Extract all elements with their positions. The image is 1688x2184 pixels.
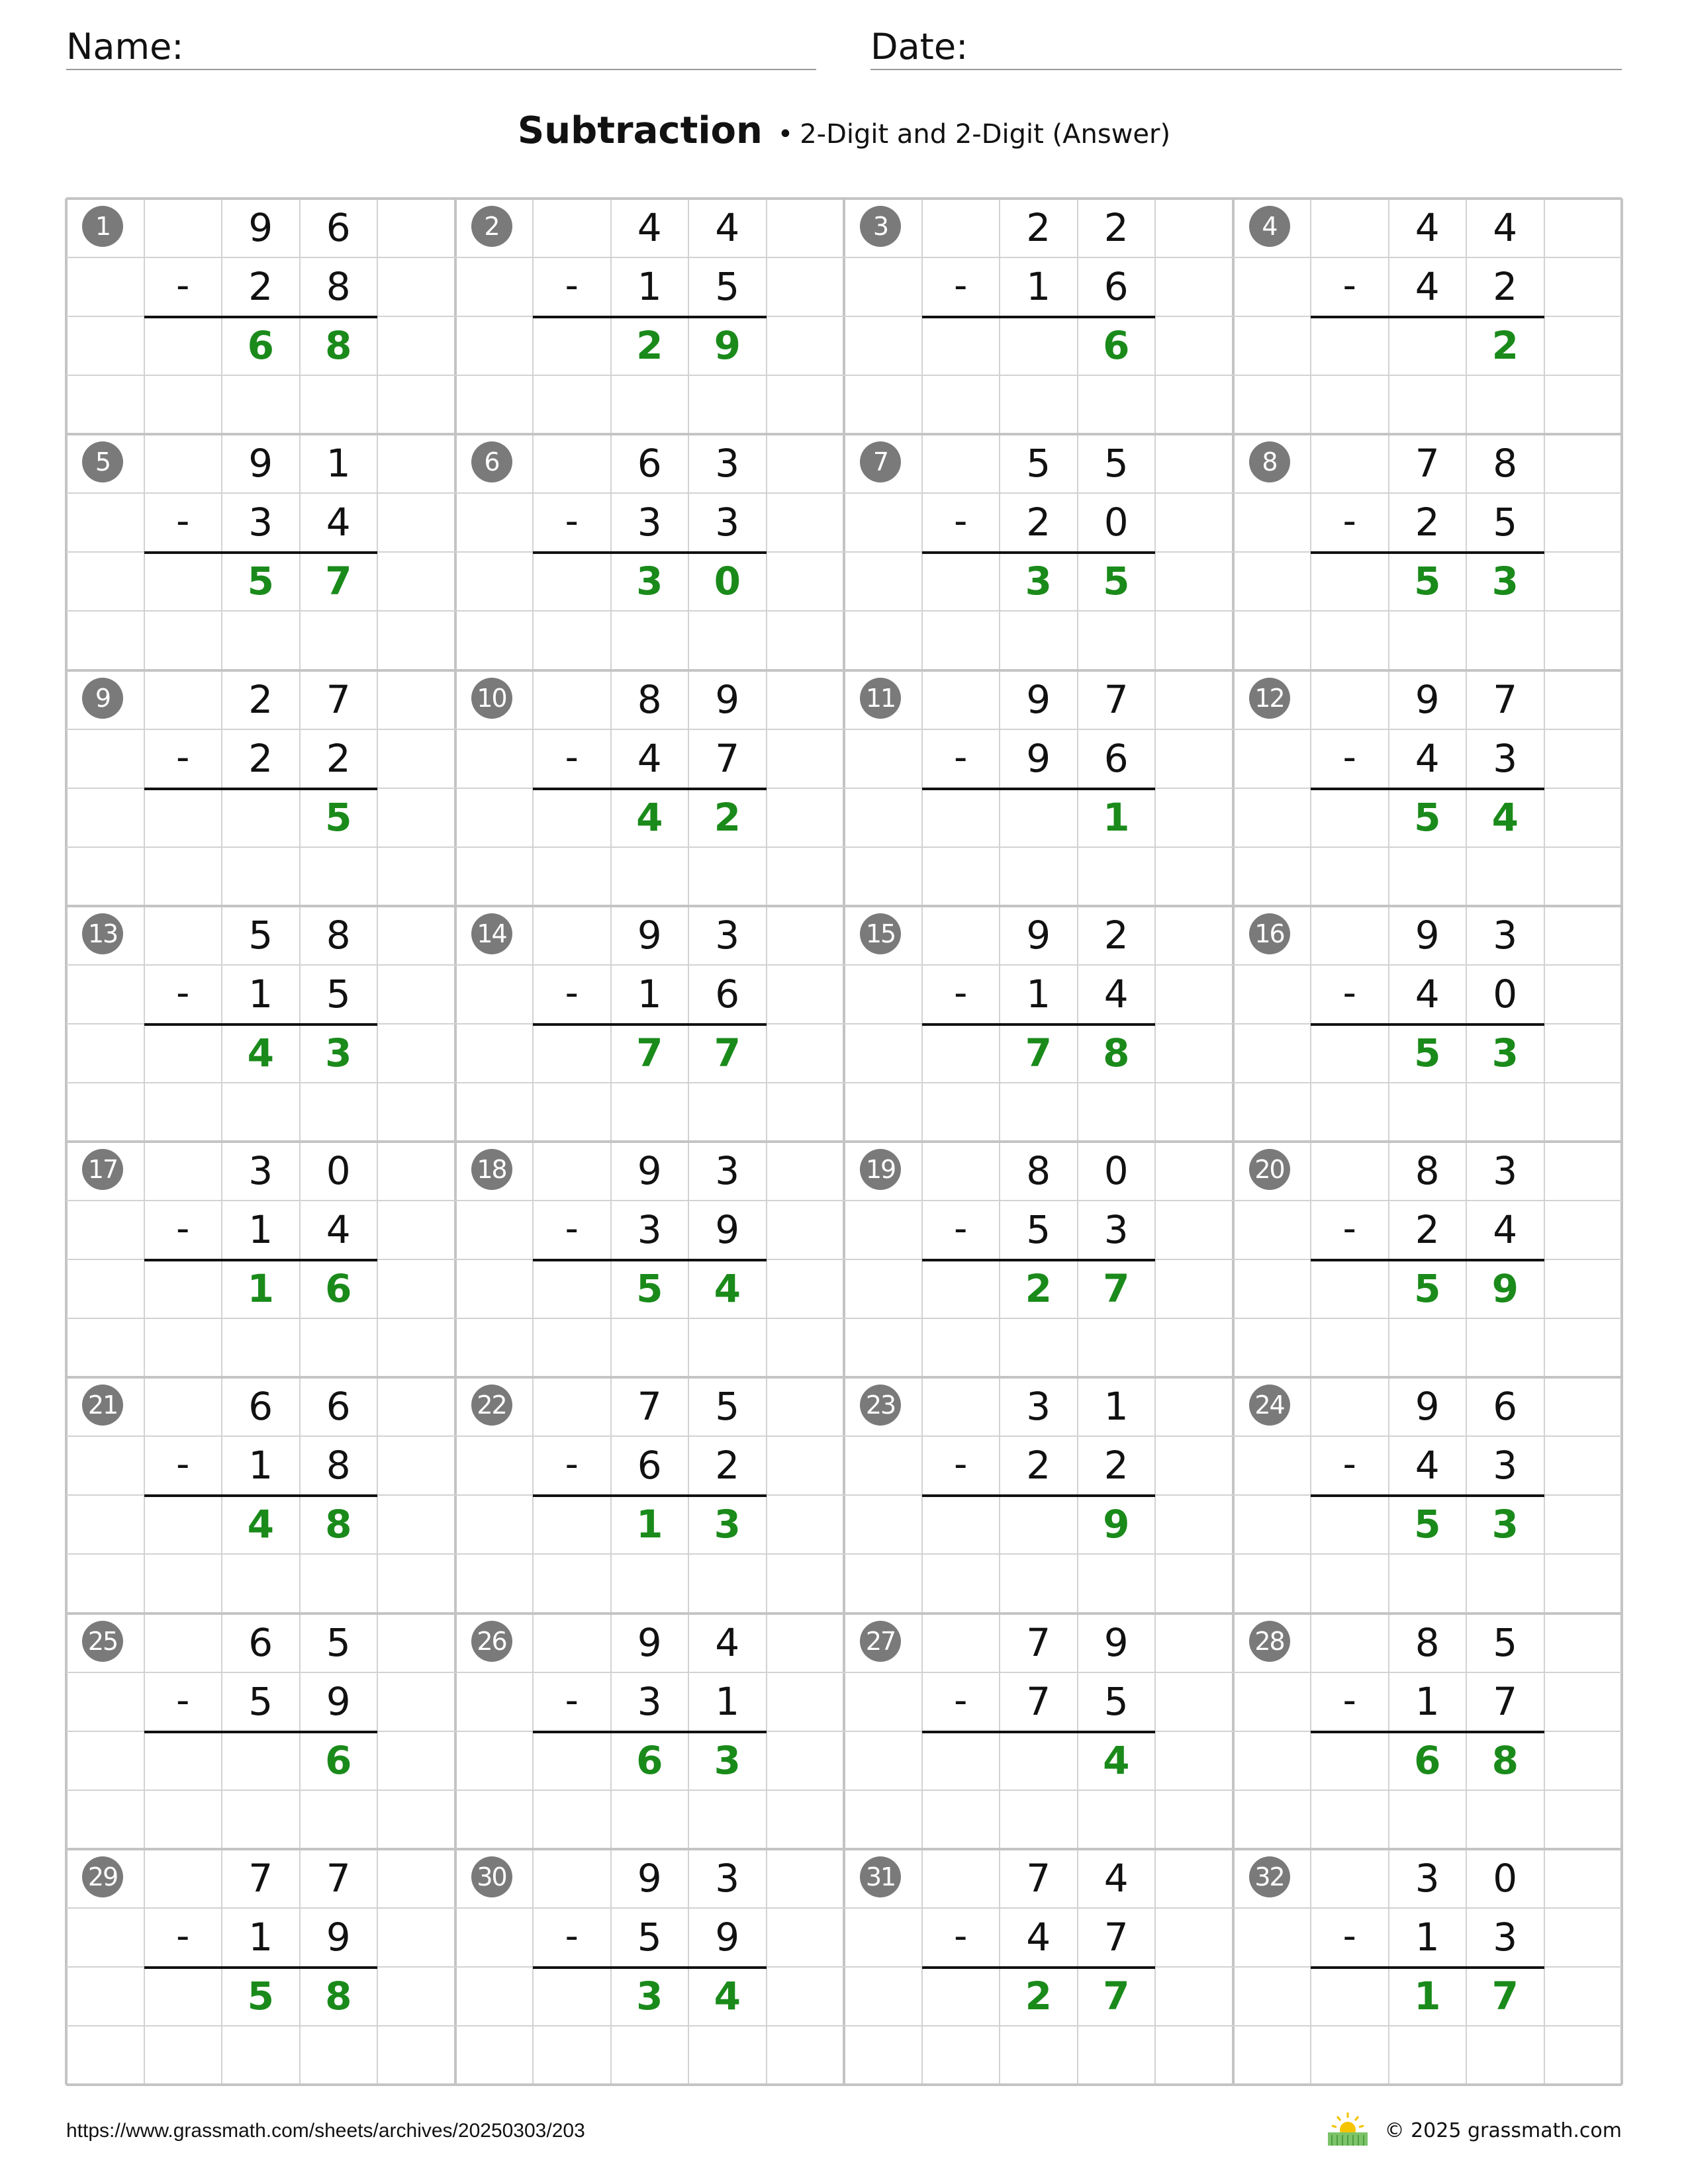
minuend-digit: 3 (248, 1148, 273, 1193)
minus-sign: - (1342, 1914, 1356, 1958)
subtraction-problem (844, 199, 1233, 434)
minuend-digit: 6 (248, 1619, 273, 1665)
answer-digit: 3 (1025, 559, 1052, 604)
subtrahend-digit: 2 (715, 1443, 740, 1488)
subtrahend-digit: 1 (248, 1443, 273, 1488)
minus-sign: - (954, 1678, 968, 1722)
answer-digit: 5 (247, 559, 274, 604)
subtraction-problem (844, 1377, 1233, 1613)
subtrahend-digit: 1 (637, 264, 662, 310)
minuend-digit: 7 (1103, 676, 1129, 722)
problem-number-badge: 27 (860, 1621, 901, 1662)
minuend-digit: 7 (1415, 441, 1440, 486)
subtraction-problem (455, 1377, 845, 1613)
problem-number-badge: 9 (82, 678, 123, 719)
answer-digit: 4 (636, 794, 663, 840)
minus-sign: - (954, 500, 968, 543)
problem-grid (66, 199, 1622, 2085)
subtrahend-digit: 4 (1415, 1443, 1440, 1488)
answer-digit: 8 (325, 323, 352, 369)
subtrahend-digit: 2 (1415, 500, 1440, 545)
problem-number-badge: 1 (82, 206, 123, 247)
subtrahend-digit: 0 (1103, 500, 1129, 545)
subtrahend-digit: 4 (637, 735, 662, 781)
answer-digit: 7 (1025, 1030, 1052, 1075)
subtraction-problem (1233, 1377, 1622, 1613)
answer-digit: 9 (1491, 1266, 1519, 1312)
subtrahend-digit: 1 (1415, 1914, 1440, 1960)
problem-number-badge: 6 (471, 441, 512, 482)
minus-sign: - (176, 1443, 190, 1486)
minuend-digit: 3 (1415, 1855, 1440, 1901)
subtraction-problem (1233, 670, 1622, 906)
minuend-digit: 8 (1493, 441, 1518, 486)
subtrahend-digit: 9 (1026, 735, 1051, 781)
answer-digit: 8 (325, 1502, 352, 1547)
minuend-digit: 9 (248, 205, 273, 250)
subtrahend-digit: 1 (1415, 1678, 1440, 1724)
minuend-digit: 2 (248, 676, 273, 722)
subtraction-problem (455, 434, 845, 670)
problem-number-badge: 24 (1249, 1385, 1290, 1426)
subtrahend-digit: 4 (1026, 1914, 1051, 1960)
minuend-digit: 9 (637, 1619, 662, 1665)
answer-digit: 8 (325, 1973, 352, 2019)
date-label: Date: (870, 26, 968, 68)
problem-number-badge: 25 (82, 1621, 123, 1662)
minus-sign: - (565, 500, 579, 543)
minuend-digit: 3 (1493, 912, 1518, 958)
name-label: Name: (66, 26, 184, 68)
title-separator: • (777, 119, 794, 150)
answer-digit: 0 (714, 559, 741, 604)
answer-digit: 5 (1414, 1502, 1441, 1547)
answer-digit: 7 (714, 1030, 741, 1075)
minuend-digit: 9 (1415, 676, 1440, 722)
problem-number-badge: 17 (82, 1149, 123, 1190)
answer-digit: 1 (1414, 1973, 1441, 2019)
minuend-digit: 8 (1026, 1148, 1051, 1193)
subtraction-problem (66, 1142, 455, 1377)
minuend-digit: 7 (326, 676, 351, 722)
subtrahend-digit: 9 (326, 1914, 351, 1960)
minuend-digit: 1 (326, 441, 351, 486)
minus-sign: - (1342, 500, 1356, 543)
answer-digit: 8 (1103, 1030, 1130, 1075)
minuend-digit: 5 (248, 912, 273, 958)
minus-sign: - (176, 264, 190, 308)
problem-number-badge: 8 (1249, 441, 1290, 482)
problem-number-badge: 31 (860, 1856, 901, 1897)
minuend-digit: 4 (637, 205, 662, 250)
subtraction-problem (66, 1849, 455, 2085)
minus-sign: - (176, 1207, 190, 1251)
subtrahend-digit: 2 (1026, 500, 1051, 545)
subtrahend-digit: 2 (326, 735, 351, 781)
minus-sign: - (1342, 735, 1356, 779)
minuend-digit: 4 (715, 205, 740, 250)
minuend-digit: 4 (1103, 1855, 1129, 1901)
answer-digit: 3 (1491, 1030, 1519, 1075)
problem-number-badge: 5 (82, 441, 123, 482)
subtrahend-digit: 8 (326, 264, 351, 310)
subtrahend-digit: 7 (1026, 1678, 1051, 1724)
minuend-digit: 3 (715, 1148, 740, 1193)
subtrahend-digit: 9 (326, 1678, 351, 1724)
answer-digit: 2 (714, 794, 741, 840)
subtrahend-digit: 4 (326, 1207, 351, 1253)
answer-digit: 6 (1414, 1737, 1441, 1783)
subtrahend-digit: 3 (248, 500, 273, 545)
answer-digit: 3 (714, 1737, 741, 1783)
answer-digit: 7 (325, 559, 352, 604)
answer-digit: 3 (714, 1502, 741, 1547)
subtraction-problem (455, 906, 845, 1142)
answer-digit: 2 (1025, 1973, 1052, 2019)
problem-number-badge: 11 (860, 678, 901, 719)
minuend-digit: 7 (1026, 1619, 1051, 1665)
answer-digit: 5 (1103, 559, 1130, 604)
problem-number-badge: 4 (1249, 206, 1290, 247)
problem-number-badge: 14 (471, 913, 512, 954)
answer-digit: 4 (714, 1266, 741, 1312)
subtrahend-digit: 6 (1103, 735, 1129, 781)
answer-digit: 7 (1491, 1973, 1519, 2019)
answer-digit: 5 (1414, 559, 1441, 604)
subtrahend-digit: 3 (1103, 1207, 1129, 1253)
minus-sign: - (1342, 264, 1356, 308)
subtrahend-digit: 3 (637, 500, 662, 545)
minuend-digit: 7 (637, 1384, 662, 1430)
minus-sign: - (954, 735, 968, 779)
minus-sign: - (954, 1443, 968, 1486)
minuend-digit: 5 (1493, 1619, 1518, 1665)
problem-number-badge: 26 (471, 1621, 512, 1662)
subtrahend-digit: 2 (1493, 264, 1518, 310)
subtraction-problem (1233, 1849, 1622, 2085)
subtrahend-digit: 6 (637, 1443, 662, 1488)
answer-digit: 7 (1103, 1973, 1130, 2019)
minuend-digit: 8 (637, 676, 662, 722)
answer-digit: 5 (325, 794, 352, 840)
subtrahend-digit: 9 (715, 1914, 740, 1960)
problem-number-badge: 23 (860, 1385, 901, 1426)
answer-digit: 1 (1103, 794, 1130, 840)
subtrahend-digit: 7 (1103, 1914, 1129, 1960)
problem-number-badge: 29 (82, 1856, 123, 1897)
subtrahend-digit: 8 (326, 1443, 351, 1488)
minuend-digit: 9 (1415, 912, 1440, 958)
subtrahend-digit: 3 (715, 500, 740, 545)
subtraction-problem (455, 1849, 845, 2085)
subtraction-problem (844, 670, 1233, 906)
minuend-digit: 3 (1493, 1148, 1518, 1193)
answer-digit: 9 (1103, 1502, 1130, 1547)
subtrahend-digit: 3 (637, 1678, 662, 1724)
subtrahend-digit: 2 (1415, 1207, 1440, 1253)
minus-sign: - (176, 971, 190, 1015)
subtrahend-digit: 4 (1415, 264, 1440, 310)
minuend-digit: 9 (1026, 676, 1051, 722)
subtrahend-digit: 4 (1415, 735, 1440, 781)
subtrahend-digit: 3 (1493, 735, 1518, 781)
subtrahend-digit: 1 (1026, 264, 1051, 310)
subtrahend-digit: 0 (1493, 971, 1518, 1017)
subtrahend-digit: 4 (1493, 1207, 1518, 1253)
date-field[interactable] (870, 25, 1622, 70)
answer-digit: 3 (636, 1973, 663, 2019)
minus-sign: - (176, 1678, 190, 1722)
problem-number-badge: 16 (1249, 913, 1290, 954)
subtraction-problem (66, 1377, 455, 1613)
minus-sign: - (954, 264, 968, 308)
minuend-digit: 5 (326, 1619, 351, 1665)
minuend-digit: 0 (1493, 1855, 1518, 1901)
title-main: Subtraction (517, 109, 763, 152)
subtrahend-digit: 5 (248, 1678, 273, 1724)
subtrahend-digit: 1 (248, 971, 273, 1017)
minuend-digit: 3 (715, 912, 740, 958)
answer-digit: 6 (325, 1266, 352, 1312)
answer-digit: 2 (636, 323, 663, 369)
minuend-digit: 6 (1493, 1384, 1518, 1430)
answer-digit: 5 (1414, 1266, 1441, 1312)
subtrahend-digit: 2 (248, 264, 273, 310)
answer-digit: 2 (1025, 1266, 1052, 1312)
answer-digit: 5 (1414, 794, 1441, 840)
minus-sign: - (1342, 1207, 1356, 1251)
problem-number-badge: 32 (1249, 1856, 1290, 1897)
subtrahend-digit: 3 (1493, 1443, 1518, 1488)
minuend-digit: 2 (1103, 205, 1129, 250)
subtraction-problem (1233, 1142, 1622, 1377)
answer-digit: 9 (714, 323, 741, 369)
answer-digit: 3 (1491, 559, 1519, 604)
subtraction-problem (455, 1142, 845, 1377)
problem-number-badge: 13 (82, 913, 123, 954)
subtraction-problem (455, 670, 845, 906)
subtrahend-digit: 5 (637, 1914, 662, 1960)
minuend-digit: 0 (1103, 1148, 1129, 1193)
minus-sign: - (954, 1914, 968, 1958)
subtrahend-digit: 7 (1493, 1678, 1518, 1724)
subtrahend-digit: 5 (1103, 1678, 1129, 1724)
subtraction-problem (844, 906, 1233, 1142)
subtrahend-digit: 6 (715, 971, 740, 1017)
minuend-digit: 8 (326, 912, 351, 958)
subtraction-problem (455, 199, 845, 434)
minuend-digit: 9 (637, 1855, 662, 1901)
problem-number-badge: 21 (82, 1385, 123, 1426)
subtrahend-digit: 5 (326, 971, 351, 1017)
minuend-digit: 8 (1415, 1148, 1440, 1193)
minuend-digit: 3 (715, 1855, 740, 1901)
subtrahend-digit: 5 (1493, 500, 1518, 545)
subtraction-problem (66, 434, 455, 670)
minuend-digit: 9 (248, 441, 273, 486)
problem-number-badge: 2 (471, 206, 512, 247)
subtrahend-digit: 4 (326, 500, 351, 545)
minuend-digit: 4 (715, 1619, 740, 1665)
problem-number-badge: 22 (471, 1385, 512, 1426)
minus-sign: - (954, 971, 968, 1015)
minuend-digit: 0 (326, 1148, 351, 1193)
problem-number-badge: 10 (471, 678, 512, 719)
answer-digit: 6 (247, 323, 274, 369)
minuend-digit: 6 (637, 441, 662, 486)
subtraction-problem (66, 199, 455, 434)
subtraction-problem (844, 1142, 1233, 1377)
subtraction-problem (66, 670, 455, 906)
subtraction-problem (1233, 434, 1622, 670)
answer-digit: 4 (247, 1030, 274, 1075)
minuend-digit: 6 (326, 205, 351, 250)
answer-digit: 4 (714, 1973, 741, 2019)
subtrahend-digit: 7 (715, 735, 740, 781)
problem-number-badge: 18 (471, 1149, 512, 1190)
minuend-digit: 7 (1026, 1855, 1051, 1901)
minuend-digit: 7 (326, 1855, 351, 1901)
minuend-digit: 9 (1415, 1384, 1440, 1430)
subtrahend-digit: 1 (715, 1678, 740, 1724)
answer-digit: 3 (325, 1030, 352, 1075)
answer-digit: 8 (1491, 1737, 1519, 1783)
minuend-digit: 4 (1415, 205, 1440, 250)
subtrahend-digit: 2 (1026, 1443, 1051, 1488)
answer-digit: 4 (1491, 794, 1519, 840)
minuend-digit: 6 (326, 1384, 351, 1430)
subtraction-problem (66, 906, 455, 1142)
minuend-digit: 7 (1493, 676, 1518, 722)
minuend-digit: 9 (637, 912, 662, 958)
worksheet-title (0, 105, 1688, 161)
answer-digit: 7 (1103, 1266, 1130, 1312)
subtrahend-digit: 3 (1493, 1914, 1518, 1960)
subtrahend-digit: 5 (715, 264, 740, 310)
subtraction-problem (66, 1614, 455, 1849)
problem-number-badge: 20 (1249, 1149, 1290, 1190)
answer-digit: 7 (636, 1030, 663, 1075)
minuend-digit: 2 (1026, 205, 1051, 250)
minuend-digit: 5 (1103, 441, 1129, 486)
answer-digit: 6 (636, 1737, 663, 1783)
subtrahend-digit: 3 (637, 1207, 662, 1253)
minuend-digit: 3 (715, 441, 740, 486)
minus-sign: - (565, 1914, 579, 1958)
minus-sign: - (565, 1678, 579, 1722)
subtraction-problem (1233, 199, 1622, 434)
minus-sign: - (565, 971, 579, 1015)
minus-sign: - (954, 1207, 968, 1251)
answer-digit: 2 (1491, 323, 1519, 369)
answer-digit: 5 (636, 1266, 663, 1312)
minuend-digit: 8 (1415, 1619, 1440, 1665)
answer-digit: 5 (247, 1973, 274, 2019)
minus-sign: - (1342, 971, 1356, 1015)
problem-number-badge: 15 (860, 913, 901, 954)
problem-number-badge: 7 (860, 441, 901, 482)
subtrahend-digit: 6 (1103, 264, 1129, 310)
subtraction-problem (844, 1849, 1233, 2085)
minuend-digit: 2 (1103, 912, 1129, 958)
subtrahend-digit: 9 (715, 1207, 740, 1253)
answer-digit: 1 (636, 1502, 663, 1547)
subtrahend-digit: 2 (248, 735, 273, 781)
name-field[interactable] (66, 25, 816, 70)
subtraction-problem (844, 434, 1233, 670)
subtrahend-digit: 1 (1026, 971, 1051, 1017)
subtrahend-digit: 1 (248, 1914, 273, 1960)
minuend-digit: 7 (248, 1855, 273, 1901)
minus-sign: - (176, 735, 190, 779)
title-subtitle: 2-Digit and 2-Digit (Answer) (800, 119, 1171, 150)
answer-digit: 4 (247, 1502, 274, 1547)
minuend-digit: 9 (1103, 1619, 1129, 1665)
subtraction-problem (455, 1614, 845, 1849)
subtraction-problem (844, 1614, 1233, 1849)
subtraction-problem (1233, 906, 1622, 1142)
minuend-digit: 5 (1026, 441, 1051, 486)
problem-number-badge: 12 (1249, 678, 1290, 719)
answer-digit: 3 (636, 559, 663, 604)
minus-sign: - (1342, 1443, 1356, 1486)
answer-digit: 5 (1414, 1030, 1441, 1075)
subtrahend-digit: 5 (1026, 1207, 1051, 1253)
minus-sign: - (565, 735, 579, 779)
minus-sign: - (1342, 1678, 1356, 1722)
problem-number-badge: 19 (860, 1149, 901, 1190)
answer-digit: 1 (247, 1266, 274, 1312)
answer-digit: 6 (325, 1737, 352, 1783)
minus-sign: - (176, 1914, 190, 1958)
minuend-digit: 3 (1026, 1384, 1051, 1430)
minuend-digit: 9 (637, 1148, 662, 1193)
problem-number-badge: 28 (1249, 1621, 1290, 1662)
minuend-digit: 1 (1103, 1384, 1129, 1430)
minuend-digit: 9 (715, 676, 740, 722)
problem-number-badge: 3 (860, 206, 901, 247)
answer-digit: 3 (1491, 1502, 1519, 1547)
problem-number-badge: 30 (471, 1856, 512, 1897)
subtraction-problem (1233, 1614, 1622, 1849)
subtrahend-digit: 1 (637, 971, 662, 1017)
answer-digit: 6 (1103, 323, 1130, 369)
subtrahend-digit: 4 (1103, 971, 1129, 1017)
minuend-digit: 4 (1493, 205, 1518, 250)
minus-sign: - (176, 500, 190, 543)
minuend-digit: 9 (1026, 912, 1051, 958)
subtrahend-digit: 2 (1103, 1443, 1129, 1488)
subtrahend-digit: 1 (248, 1207, 273, 1253)
answer-digit: 4 (1103, 1737, 1130, 1783)
minuend-digit: 6 (248, 1384, 273, 1430)
minuend-digit: 5 (715, 1384, 740, 1430)
subtrahend-digit: 4 (1415, 971, 1440, 1017)
minus-sign: - (565, 1207, 579, 1251)
minus-sign: - (565, 1443, 579, 1486)
footer-url: https://www.grassmath.com/sheets/archives/20250303/203 (66, 2120, 585, 2142)
grass-sun-logo-icon (1324, 2110, 1372, 2148)
minus-sign: - (565, 264, 579, 308)
footer-copyright: © 2025 grassmath.com (1384, 2119, 1622, 2142)
